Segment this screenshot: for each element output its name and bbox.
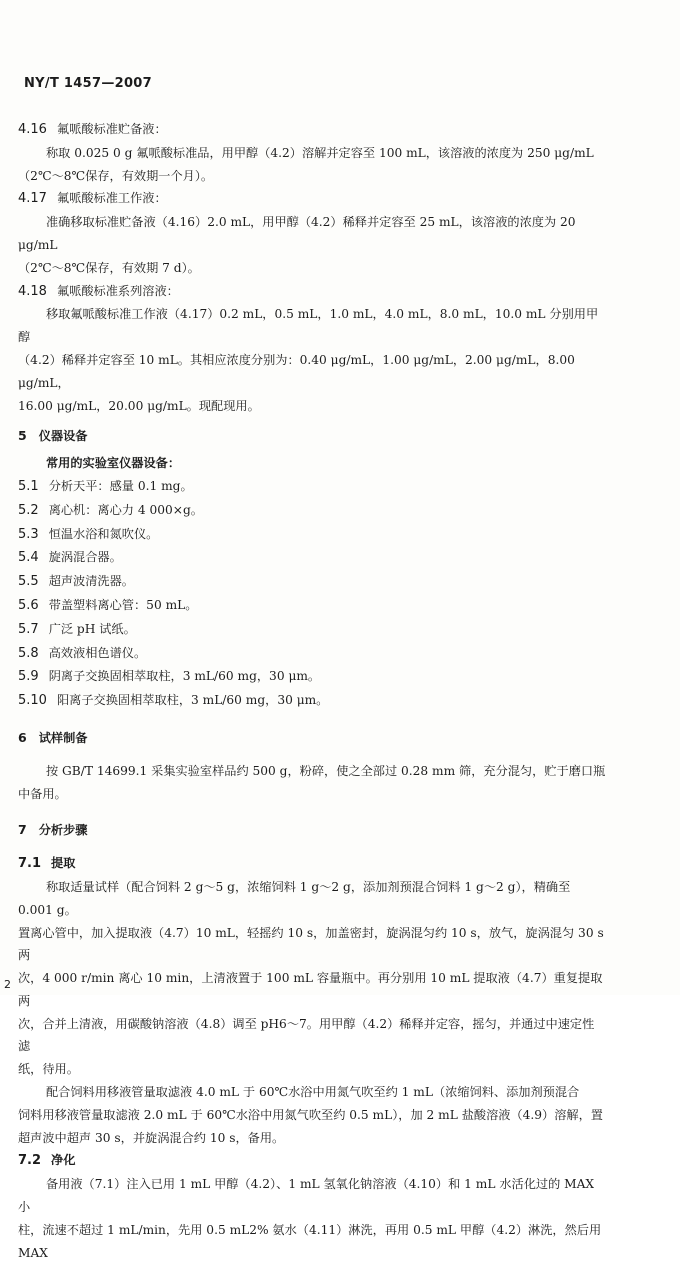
section-4-16-heading	[18, 118, 606, 142]
paragraph-line: 纸，待用。	[18, 1062, 79, 1077]
section-title: 分析步骤	[38, 823, 88, 838]
equipment-item	[18, 570, 606, 594]
section-title: 氟哌酸标准系列溶液：	[56, 283, 179, 298]
item-number: 5.6	[18, 597, 39, 613]
section-number: 4.16	[18, 122, 47, 137]
section-title: 净化	[51, 1153, 76, 1168]
equipment-item	[18, 523, 606, 547]
section-7-heading	[18, 819, 606, 842]
section-7-2-heading	[18, 1149, 606, 1173]
section-7-1-heading	[18, 852, 606, 876]
section-4-17-heading	[18, 187, 606, 211]
equipment-item	[18, 665, 606, 689]
item-number: 5.8	[18, 645, 39, 661]
paragraph-line: 称取适量试样（配合饲料 2 g～5 g，浓缩饲料 1 g～2 g，添加剂预混合饲料 1 g～2 g），精确至 0.001 g。	[18, 879, 571, 917]
item-text: 恒温水浴和氮吹仪。	[48, 526, 159, 541]
item-text: 带盖塑料离心管：50 mL。	[48, 597, 198, 612]
section-number: 7.1	[18, 856, 42, 872]
paragraph-line: 配合饲料用移液管量取滤液 4.0 mL 于 60℃水浴中用氮气吹至约 1 mL（浓缩饲料、添加剂预混合	[46, 1085, 580, 1100]
paragraph-line: 备用液（7.1）注入已用 1 mL 甲醇（4.2）、1 mL 氢氧化钠溶液（4.10）和 1 mL 水活化过的 MAX 小	[18, 1177, 595, 1215]
paragraph-line: 中备用。	[18, 786, 67, 801]
equipment-item	[18, 642, 606, 666]
item-text: 旋涡混合器。	[48, 550, 122, 565]
item-text: 阳离子交换固相萃取柱，3 mL/60 mg，30 μm。	[56, 693, 329, 708]
paragraph-line: 置离心管中，加入提取液（4.7）10 mL，轻摇约 10 s，加盖密封，旋涡混匀约 10 s，放气，旋涡混匀 30 s 两	[18, 925, 604, 963]
paragraph-line: 准确移取标准贮备液（4.16）2.0 mL，用甲醇（4.2）稀释并定容至 25 mL，该溶液的浓度为 20 μg/mL	[18, 215, 576, 252]
section-number: 4.17	[18, 191, 47, 207]
paragraph-line: 次，合并上清液，用碳酸钠溶液（4.8）调至 pH6～7。用甲醇（4.2）稀释并定容，摇匀，并通过中速定性滤	[18, 1016, 595, 1054]
section-4-18-heading	[18, 280, 606, 304]
page-number: 2	[4, 978, 11, 991]
equipment-item	[18, 499, 606, 523]
item-number: 5.2	[18, 502, 39, 518]
section-title: 仪器设备	[38, 429, 88, 444]
paragraph-line: 超声波中超声 30 s，并旋涡混合约 10 s，备用。	[18, 1130, 285, 1145]
paragraph-line: 饲料用移液管量取滤液 2.0 mL 于 60℃水浴中用氮气吹至约 0.5 mL），加 2 mL 盐酸溶液（4.9）溶解，置	[18, 1107, 603, 1122]
paragraph-line: 次，4 000 r/min 离心 10 min，上清液置于 100 mL 容量瓶中。再分别用 10 mL 提取液（4.7）重复提取两	[18, 971, 603, 1008]
paragraph-line: 移取氟哌酸标准工作液（4.17）0.2 mL，0.5 mL，1.0 mL，4.0 mL，8.0 mL，10.0 mL 分别用甲醇	[18, 307, 599, 345]
equipment-item	[18, 618, 606, 642]
section-number: 4.18	[18, 283, 47, 299]
equipment-item	[18, 689, 606, 713]
section-5-heading	[18, 425, 606, 448]
item-text: 高效液相色谱仪。	[48, 645, 147, 660]
item-number: 5.5	[18, 574, 39, 590]
document-body	[18, 118, 606, 1264]
item-number: 5.7	[18, 621, 39, 637]
item-text: 阴离子交换固相萃取柱，3 mL/60 mg，30 μm。	[48, 669, 321, 684]
section-number: 6	[18, 729, 27, 745]
standard-number-header: NY/T 1457—2007	[24, 76, 152, 91]
section-title: 氟哌酸标准贮备液：	[56, 122, 167, 136]
item-text: 分析天平：感量 0.1 mg。	[48, 478, 193, 493]
section-number: 7	[18, 822, 27, 838]
equipment-item	[18, 475, 606, 499]
section-title: 氟哌酸标准工作液：	[56, 191, 167, 206]
equipment-item	[18, 546, 606, 570]
section-number: 7.2	[18, 1153, 42, 1169]
section-title: 试样制备	[38, 730, 88, 745]
paragraph-line: 称取 0.025 0 g 氟哌酸标准品，用甲醇（4.2）溶解并定容至 100 mL，该溶液的浓度为 250 μg/mL	[46, 145, 594, 160]
section-title: 提取	[51, 856, 76, 871]
equipment-item	[18, 594, 606, 618]
section-number: 5	[18, 428, 27, 444]
paragraph-line: 柱，流速不超过 1 mL/min，先用 0.5 mL2% 氨水（4.11）淋洗，再用 0.5 mL 甲醇（4.2）淋洗，然后用 MAX	[18, 1222, 602, 1260]
paragraph-line: （2℃～8℃保存，有效期 7 d）。	[18, 260, 200, 275]
item-number: 5.9	[18, 669, 39, 685]
paragraph-line: 16.00 μg/mL，20.00 μg/mL。现配现用。	[18, 398, 260, 413]
item-number: 5.4	[18, 550, 39, 566]
paragraph-line: （4.2）稀释并定容至 10 mL。其相应浓度分别为：0.40 μg/mL，1.00 μg/mL，2.00 μg/mL，8.00 μg/mL，	[18, 352, 575, 390]
equipment-intro: 常用的实验室仪器设备：	[46, 456, 181, 471]
paragraph-line: 按 GB/T 14699.1 采集实验室样品约 500 g，粉碎，使之全部过 0.28 mm 筛，充分混匀，贮于磨口瓶	[46, 763, 606, 778]
item-number: 5.3	[18, 526, 39, 542]
item-number: 5.1	[18, 478, 39, 494]
item-text: 广泛 pH 试纸。	[48, 621, 136, 636]
section-6-heading	[18, 727, 606, 750]
paragraph-line: （2℃～8℃保存，有效期一个月）。	[18, 168, 214, 183]
item-text: 超声波清洗器。	[48, 574, 134, 589]
item-number: 5.10	[18, 693, 47, 709]
item-text: 离心机：离心力 4 000×g。	[48, 502, 203, 517]
